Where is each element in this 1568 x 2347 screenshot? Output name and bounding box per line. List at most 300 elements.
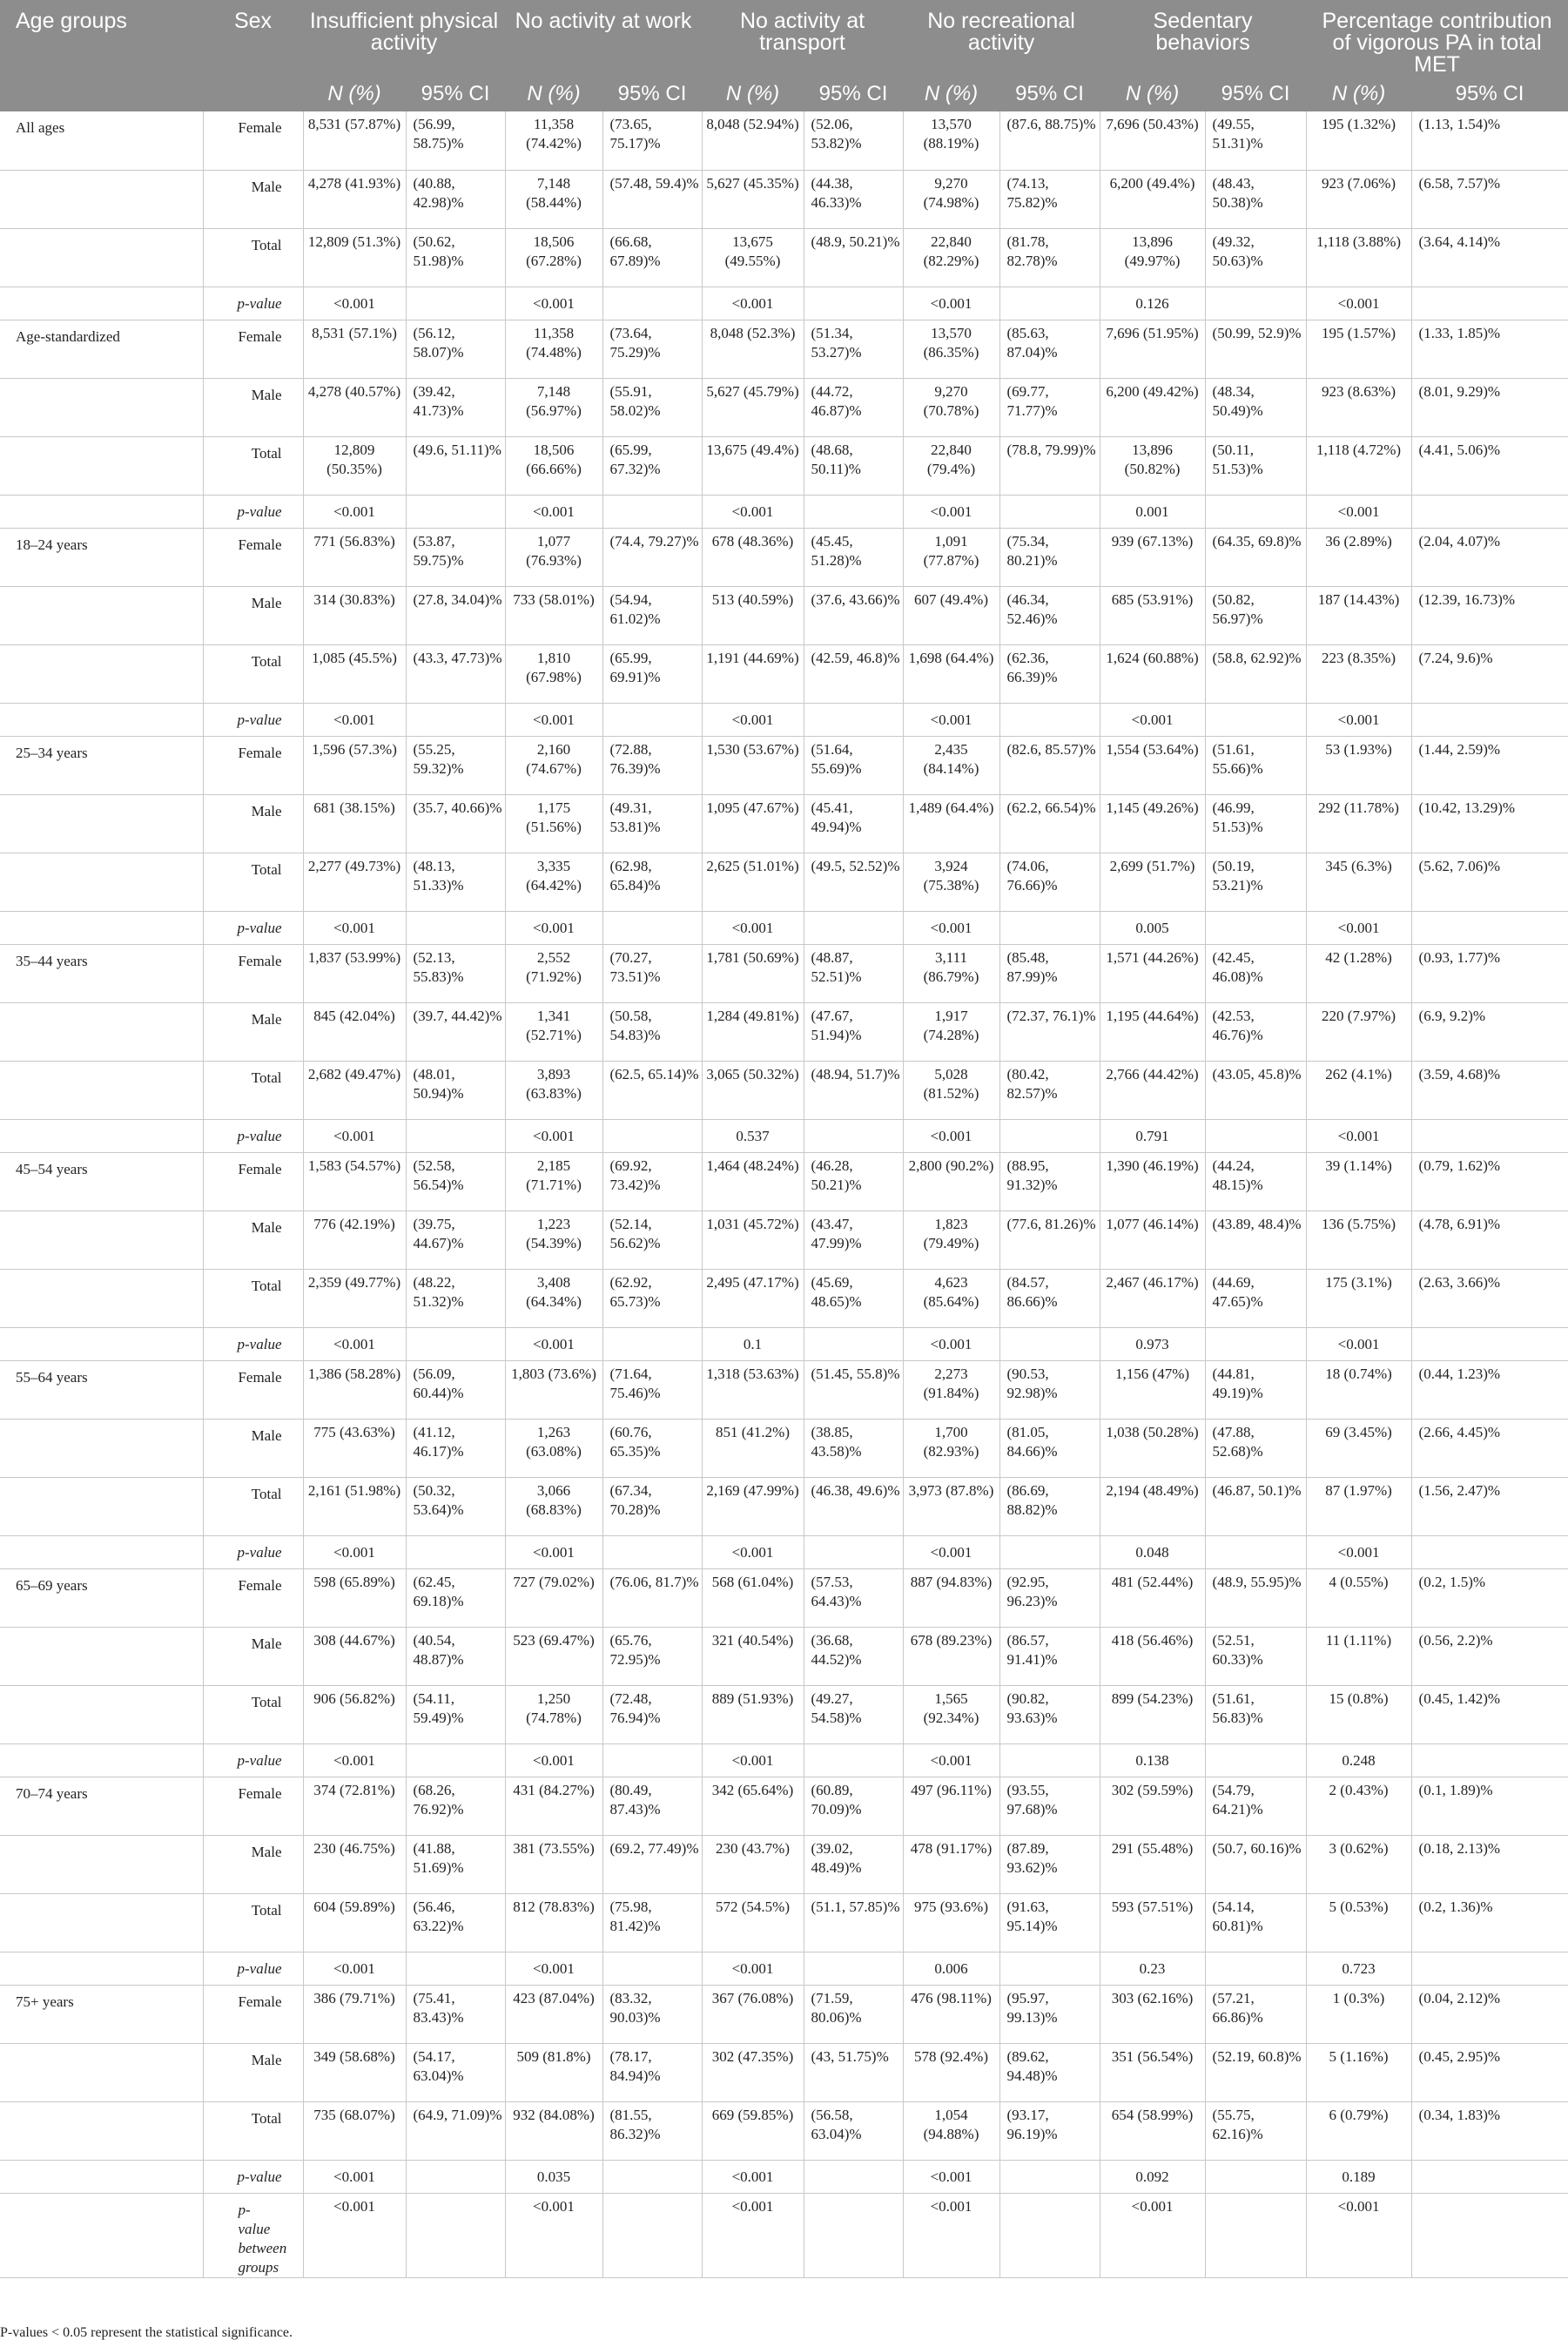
ci-cell: (1.56, 2.47)% (1411, 1477, 1568, 1535)
n-percent-cell: <0.001 (1100, 703, 1205, 736)
ci-cell: (48.94, 51.7)% (804, 1061, 903, 1119)
ci-cell (804, 2193, 903, 2277)
ci-cell (999, 287, 1100, 320)
sex-cell: Female (203, 1152, 303, 1211)
ci-cell: (48.13, 51.33)% (406, 853, 505, 911)
n-percent-cell: <0.001 (702, 495, 804, 528)
sex-cell: Total (203, 1893, 303, 1952)
n-percent-cell: 4,278 (41.93%) (303, 170, 406, 228)
n-percent-cell: 523 (69.47%) (505, 1627, 602, 1685)
ci-cell: (4.41, 5.06)% (1411, 436, 1568, 495)
ci-cell (602, 1743, 702, 1777)
ci-cell: (49.6, 51.11)% (406, 436, 505, 495)
sex-cell: p-value (203, 1952, 303, 1985)
n-percent-cell: 2,161 (51.98%) (303, 1477, 406, 1535)
n-percent-cell: 349 (58.68%) (303, 2043, 406, 2101)
n-percent-cell: 262 (4.1%) (1306, 1061, 1411, 1119)
ci-cell: (56.99, 58.75)% (406, 111, 505, 170)
n-percent-cell: 1,917 (74.28%) (903, 1002, 999, 1061)
ci-cell: (0.18, 2.13)% (1411, 1835, 1568, 1893)
ci-cell: (80.42, 82.57)% (999, 1061, 1100, 1119)
ci-cell: (52.13, 55.83)% (406, 944, 505, 1002)
ci-cell (406, 2193, 505, 2277)
ci-cell: (2.66, 4.45)% (1411, 1419, 1568, 1477)
n-percent-cell: <0.001 (303, 1743, 406, 1777)
n-percent-cell: <0.001 (702, 1535, 804, 1568)
subheader-ci: 95% CI (1411, 77, 1568, 111)
ci-cell: (72.88, 76.39)% (602, 736, 702, 794)
ci-cell: (0.44, 1.23)% (1411, 1360, 1568, 1419)
n-percent-cell: 851 (41.2%) (702, 1419, 804, 1477)
n-percent-cell: 3,408 (64.34%) (505, 1269, 602, 1327)
n-percent-cell: 1,156 (47%) (1100, 1360, 1205, 1419)
ci-cell: (48.43, 50.38)% (1205, 170, 1306, 228)
ci-cell: (1.44, 2.59)% (1411, 736, 1568, 794)
n-percent-cell: 654 (58.99%) (1100, 2101, 1205, 2160)
ci-cell: (87.89, 93.62)% (999, 1835, 1100, 1893)
age-group-cell: 55–64 years (0, 1360, 203, 1419)
n-percent-cell: 2 (0.43%) (1306, 1777, 1411, 1835)
ci-cell (999, 1119, 1100, 1152)
n-percent-cell: 578 (92.4%) (903, 2043, 999, 2101)
n-percent-cell: 3,066 (68.83%) (505, 1477, 602, 1535)
ci-cell: (46.28, 50.21)% (804, 1152, 903, 1211)
ci-cell (602, 287, 702, 320)
ci-cell: (69.77, 71.77)% (999, 378, 1100, 436)
sex-cell: Male (203, 1835, 303, 1893)
sex-cell: p-value (203, 287, 303, 320)
ci-cell: (88.95, 91.32)% (999, 1152, 1100, 1211)
n-percent-cell: 497 (96.11%) (903, 1777, 999, 1835)
n-percent-cell: 923 (8.63%) (1306, 378, 1411, 436)
sex-cell: Total (203, 853, 303, 911)
n-percent-cell: <0.001 (505, 495, 602, 528)
n-percent-cell: 9,270 (70.78%) (903, 378, 999, 436)
n-percent-cell: 593 (57.51%) (1100, 1893, 1205, 1952)
table-row (0, 528, 1568, 586)
ci-cell: (85.48, 87.99)% (999, 944, 1100, 1002)
ci-cell: (78.8, 79.99)% (999, 436, 1100, 495)
ci-cell: (87.6, 88.75)% (999, 111, 1100, 170)
ci-cell (1411, 495, 1568, 528)
n-percent-cell: 1,175 (51.56%) (505, 794, 602, 853)
ci-cell: (90.53, 92.98)% (999, 1360, 1100, 1419)
ci-cell: (48.9, 55.95)% (1205, 1568, 1306, 1627)
ci-cell (999, 703, 1100, 736)
n-percent-cell: 13,896 (49.97%) (1100, 228, 1205, 287)
n-percent-cell: 292 (11.78%) (1306, 794, 1411, 853)
table-row (0, 170, 1568, 228)
n-percent-cell: 230 (46.75%) (303, 1835, 406, 1893)
n-percent-cell: 2,682 (49.47%) (303, 1061, 406, 1119)
ci-cell (999, 495, 1100, 528)
sex-cell: p-value (203, 1119, 303, 1152)
n-percent-cell: 1,489 (64.4%) (903, 794, 999, 853)
ci-cell: (62.92, 65.73)% (602, 1269, 702, 1327)
age-group-cell: 35–44 years (0, 944, 203, 1002)
header-no-recreational: No recreational activity (903, 0, 1100, 77)
n-percent-cell: 0.092 (1100, 2160, 1205, 2193)
n-percent-cell: 7,696 (50.43%) (1100, 111, 1205, 170)
ci-cell (999, 911, 1100, 944)
n-percent-cell: 3,973 (87.8%) (903, 1477, 999, 1535)
ci-cell (804, 1119, 903, 1152)
sex-cell: Female (203, 320, 303, 378)
n-percent-cell: 136 (5.75%) (1306, 1211, 1411, 1269)
ci-cell: (49.27, 54.58)% (804, 1685, 903, 1743)
age-group-cell (0, 794, 203, 853)
n-percent-cell: 1,054 (94.88%) (903, 2101, 999, 2160)
ci-cell: (72.48, 76.94)% (602, 1685, 702, 1743)
ci-cell (999, 1743, 1100, 1777)
table-row (0, 320, 1568, 378)
ci-cell: (86.69, 88.82)% (999, 1477, 1100, 1535)
sex-cell: p-value (203, 495, 303, 528)
n-percent-cell: <0.001 (903, 703, 999, 736)
n-percent-cell: <0.001 (303, 2160, 406, 2193)
n-percent-cell: 13,675 (49.55%) (702, 228, 804, 287)
ci-cell: (54.94, 61.02)% (602, 586, 702, 644)
n-percent-cell: 478 (91.17%) (903, 1835, 999, 1893)
sex-cell: p-value (203, 703, 303, 736)
ci-cell (602, 495, 702, 528)
ci-cell: (54.11, 59.49)% (406, 1685, 505, 1743)
ci-cell: (48.34, 50.49)% (1205, 378, 1306, 436)
table-row (0, 1685, 1568, 1743)
n-percent-cell: 11,358 (74.42%) (505, 111, 602, 170)
sex-cell: Female (203, 1360, 303, 1419)
ci-cell: (69.92, 73.42)% (602, 1152, 702, 1211)
ci-cell: (0.34, 1.83)% (1411, 2101, 1568, 2160)
ci-cell: (0.2, 1.5)% (1411, 1568, 1568, 1627)
n-percent-cell: 1,263 (63.08%) (505, 1419, 602, 1477)
ci-cell (1205, 287, 1306, 320)
ci-cell: (45.69, 48.65)% (804, 1269, 903, 1327)
table-row (0, 1211, 1568, 1269)
pvalue-row (0, 287, 1568, 320)
sex-cell: p-value between groups (203, 2193, 303, 2277)
n-percent-cell: <0.001 (1306, 1327, 1411, 1360)
ci-cell: (52.14, 56.62)% (602, 1211, 702, 1269)
n-percent-cell: 11,358 (74.48%) (505, 320, 602, 378)
n-percent-cell: 771 (56.83%) (303, 528, 406, 586)
n-percent-cell: 775 (43.63%) (303, 1419, 406, 1477)
n-percent-cell: 69 (3.45%) (1306, 1419, 1411, 1477)
n-percent-cell: 1,341 (52.71%) (505, 1002, 602, 1061)
table-row (0, 1061, 1568, 1119)
ci-cell: (82.6, 85.57)% (999, 736, 1100, 794)
age-group-cell (0, 1477, 203, 1535)
n-percent-cell: <0.001 (702, 2160, 804, 2193)
sex-cell: Total (203, 644, 303, 703)
ci-cell (1411, 703, 1568, 736)
pvalue-row (0, 703, 1568, 736)
n-percent-cell: 1,837 (53.99%) (303, 944, 406, 1002)
ci-cell: (95.97, 99.13)% (999, 1985, 1100, 2043)
table-row (0, 1152, 1568, 1211)
ci-cell: (83.32, 90.03)% (602, 1985, 702, 2043)
n-percent-cell: 9,270 (74.98%) (903, 170, 999, 228)
ci-cell (999, 1535, 1100, 1568)
n-percent-cell: 735 (68.07%) (303, 2101, 406, 2160)
ci-cell (1411, 1119, 1568, 1152)
age-group-cell (0, 1327, 203, 1360)
ci-cell: (46.99, 51.53)% (1205, 794, 1306, 853)
n-percent-cell: 1,803 (73.6%) (505, 1360, 602, 1419)
header-no-activity-transport: No activity at transport (702, 0, 903, 77)
n-percent-cell: 6,200 (49.42%) (1100, 378, 1205, 436)
n-percent-cell: 932 (84.08%) (505, 2101, 602, 2160)
ci-cell (1205, 1743, 1306, 1777)
n-percent-cell: 4,278 (40.57%) (303, 378, 406, 436)
ci-cell (804, 1535, 903, 1568)
ci-cell (602, 2193, 702, 2277)
ci-cell (999, 1327, 1100, 1360)
n-percent-cell: <0.001 (903, 1327, 999, 1360)
table-row (0, 228, 1568, 287)
pvalue-row (0, 1535, 1568, 1568)
n-percent-cell: 5,627 (45.79%) (702, 378, 804, 436)
n-percent-cell: <0.001 (1100, 2193, 1205, 2277)
ci-cell (999, 1952, 1100, 1985)
age-group-cell (0, 1269, 203, 1327)
subheader-ci: 95% CI (804, 77, 903, 111)
ci-cell: (57.53, 64.43)% (804, 1568, 903, 1627)
n-percent-cell: <0.001 (303, 911, 406, 944)
ci-cell: (70.27, 73.51)% (602, 944, 702, 1002)
n-percent-cell: <0.001 (505, 911, 602, 944)
n-percent-cell: 1,624 (60.88%) (1100, 644, 1205, 703)
n-percent-cell: <0.001 (505, 1535, 602, 1568)
n-percent-cell: 2,185 (71.71%) (505, 1152, 602, 1211)
ci-cell: (0.93, 1.77)% (1411, 944, 1568, 1002)
ci-cell: (3.59, 4.68)% (1411, 1061, 1568, 1119)
n-percent-cell: 669 (59.85%) (702, 2101, 804, 2160)
n-percent-cell: 1,698 (64.4%) (903, 644, 999, 703)
n-percent-cell: 481 (52.44%) (1100, 1568, 1205, 1627)
n-percent-cell: 975 (93.6%) (903, 1893, 999, 1952)
ci-cell (804, 1952, 903, 1985)
n-percent-cell: 0.138 (1100, 1743, 1205, 1777)
sex-cell: Total (203, 1061, 303, 1119)
n-percent-cell: 386 (79.71%) (303, 1985, 406, 2043)
n-percent-cell: 2,194 (48.49%) (1100, 1477, 1205, 1535)
n-percent-cell: 2,160 (74.67%) (505, 736, 602, 794)
n-percent-cell: 1,038 (50.28%) (1100, 1419, 1205, 1477)
age-group-cell (0, 1535, 203, 1568)
ci-cell: (44.69, 47.65)% (1205, 1269, 1306, 1327)
n-percent-cell: <0.001 (1306, 2193, 1411, 2277)
age-group-cell (0, 2043, 203, 2101)
age-group-cell (0, 911, 203, 944)
age-group-cell (0, 228, 203, 287)
ci-cell: (80.49, 87.43)% (602, 1777, 702, 1835)
sex-cell: p-value (203, 1535, 303, 1568)
n-percent-cell: <0.001 (505, 703, 602, 736)
subheader-ci: 95% CI (602, 77, 702, 111)
ci-cell: (5.62, 7.06)% (1411, 853, 1568, 911)
ci-cell: (54.79, 64.21)% (1205, 1777, 1306, 1835)
n-percent-cell: 6,200 (49.4%) (1100, 170, 1205, 228)
ci-cell: (39.75, 44.67)% (406, 1211, 505, 1269)
table-row (0, 1477, 1568, 1535)
n-percent-cell: 1,091 (77.87%) (903, 528, 999, 586)
n-percent-cell: 2,552 (71.92%) (505, 944, 602, 1002)
n-percent-cell: <0.001 (303, 495, 406, 528)
n-percent-cell: 87 (1.97%) (1306, 1477, 1411, 1535)
table-row (0, 1627, 1568, 1685)
age-group-cell: 45–54 years (0, 1152, 203, 1211)
n-percent-cell: <0.001 (505, 1327, 602, 1360)
age-group-cell: 70–74 years (0, 1777, 203, 1835)
n-percent-cell: 3 (0.62%) (1306, 1835, 1411, 1893)
ci-cell (406, 1535, 505, 1568)
ci-cell (999, 2193, 1100, 2277)
ci-cell: (50.11, 51.53)% (1205, 436, 1306, 495)
n-percent-cell: 0.791 (1100, 1119, 1205, 1152)
ci-cell: (62.5, 65.14)% (602, 1061, 702, 1119)
ci-cell: (75.98, 81.42)% (602, 1893, 702, 1952)
ci-cell: (85.63, 87.04)% (999, 320, 1100, 378)
ci-cell (602, 1327, 702, 1360)
n-percent-cell: 418 (56.46%) (1100, 1627, 1205, 1685)
ci-cell (1205, 1952, 1306, 1985)
n-percent-cell: 678 (89.23%) (903, 1627, 999, 1685)
n-percent-cell: 3,924 (75.38%) (903, 853, 999, 911)
header-insufficient-pa: Insufficient physical activity (303, 0, 505, 77)
n-percent-cell: 2,467 (46.17%) (1100, 1269, 1205, 1327)
ci-cell: (69.2, 77.49)% (602, 1835, 702, 1893)
pvalue-row (0, 1743, 1568, 1777)
n-percent-cell: 195 (1.57%) (1306, 320, 1411, 378)
ci-cell: (50.58, 54.83)% (602, 1002, 702, 1061)
sex-cell: Female (203, 944, 303, 1002)
n-percent-cell: 5,627 (45.35%) (702, 170, 804, 228)
ci-cell: (78.17, 84.94)% (602, 2043, 702, 2101)
ci-cell: (39.42, 41.73)% (406, 378, 505, 436)
n-percent-cell: 13,896 (50.82%) (1100, 436, 1205, 495)
n-percent-cell: 291 (55.48%) (1100, 1835, 1205, 1893)
ci-cell: (35.7, 40.66)% (406, 794, 505, 853)
pvalue-row (0, 1327, 1568, 1360)
table-row (0, 378, 1568, 436)
n-percent-cell: 2,169 (47.99%) (702, 1477, 804, 1535)
ci-cell: (56.58, 63.04)% (804, 2101, 903, 2160)
n-percent-cell: 4 (0.55%) (1306, 1568, 1411, 1627)
age-group-cell (0, 378, 203, 436)
table-header (0, 0, 1568, 111)
n-percent-cell: 18,506 (67.28%) (505, 228, 602, 287)
ci-cell: (55.91, 58.02)% (602, 378, 702, 436)
ci-cell: (65.76, 72.95)% (602, 1627, 702, 1685)
table-row (0, 1777, 1568, 1835)
ci-cell: (42.59, 46.8)% (804, 644, 903, 703)
ci-cell (804, 911, 903, 944)
n-percent-cell: 0.1 (702, 1327, 804, 1360)
ci-cell: (91.63, 95.14)% (999, 1893, 1100, 1952)
sex-cell: Female (203, 736, 303, 794)
sex-cell: Male (203, 1419, 303, 1477)
ci-cell: (50.32, 53.64)% (406, 1477, 505, 1535)
n-percent-cell: 15 (0.8%) (1306, 1685, 1411, 1743)
ci-cell: (45.45, 51.28)% (804, 528, 903, 586)
ci-cell (602, 911, 702, 944)
ci-cell: (84.57, 86.66)% (999, 1269, 1100, 1327)
ci-cell: (56.12, 58.07)% (406, 320, 505, 378)
ci-cell: (73.64, 75.29)% (602, 320, 702, 378)
age-group-cell (0, 1835, 203, 1893)
n-percent-cell: 308 (44.67%) (303, 1627, 406, 1685)
sex-cell: Total (203, 436, 303, 495)
n-percent-cell: 0.23 (1100, 1952, 1205, 1985)
n-percent-cell: 1 (0.3%) (1306, 1985, 1411, 2043)
ci-cell (406, 495, 505, 528)
ci-cell (1411, 1327, 1568, 1360)
n-percent-cell: <0.001 (505, 287, 602, 320)
ci-cell: (71.59, 80.06)% (804, 1985, 903, 2043)
ci-cell: (57.21, 66.86)% (1205, 1985, 1306, 2043)
n-percent-cell: <0.001 (903, 495, 999, 528)
ci-cell: (0.79, 1.62)% (1411, 1152, 1568, 1211)
header-age-groups: Age groups (0, 0, 203, 111)
sex-cell: Total (203, 2101, 303, 2160)
n-percent-cell: <0.001 (505, 1952, 602, 1985)
ci-cell: (44.38, 46.33)% (804, 170, 903, 228)
n-percent-cell: 3,335 (64.42%) (505, 853, 602, 911)
n-percent-cell: <0.001 (903, 287, 999, 320)
ci-cell: (48.87, 52.51)% (804, 944, 903, 1002)
header-no-activity-work: No activity at work (505, 0, 702, 77)
n-percent-cell: 11 (1.11%) (1306, 1627, 1411, 1685)
age-group-cell (0, 703, 203, 736)
ci-cell (602, 2160, 702, 2193)
ci-cell: (41.12, 46.17)% (406, 1419, 505, 1477)
ci-cell: (93.55, 97.68)% (999, 1777, 1100, 1835)
n-percent-cell: 1,823 (79.49%) (903, 1211, 999, 1269)
ci-cell (1411, 287, 1568, 320)
header-sedentary: Sedentary behaviors (1100, 0, 1306, 77)
table-row (0, 436, 1568, 495)
ci-cell: (48.9, 50.21)% (804, 228, 903, 287)
ci-cell (1205, 911, 1306, 944)
ci-cell (1411, 1952, 1568, 1985)
n-percent-cell: 13,570 (86.35%) (903, 320, 999, 378)
n-percent-cell: 513 (40.59%) (702, 586, 804, 644)
ci-cell: (51.61, 55.66)% (1205, 736, 1306, 794)
sex-cell: Male (203, 794, 303, 853)
footnote: P-values < 0.05 represent the statistical significance. (0, 2325, 293, 2340)
sex-cell: p-value (203, 1743, 303, 1777)
ci-cell: (6.9, 9.2)% (1411, 1002, 1568, 1061)
n-percent-cell: 1,386 (58.28%) (303, 1360, 406, 1419)
n-percent-cell: 2,699 (51.7%) (1100, 853, 1205, 911)
n-percent-cell: 0.001 (1100, 495, 1205, 528)
n-percent-cell: 845 (42.04%) (303, 1002, 406, 1061)
age-group-cell: Age-standardized (0, 320, 203, 378)
ci-cell: (50.19, 53.21)% (1205, 853, 1306, 911)
n-percent-cell: <0.001 (702, 1743, 804, 1777)
ci-cell (804, 2160, 903, 2193)
sex-cell: Female (203, 1985, 303, 2043)
n-percent-cell: 1,554 (53.64%) (1100, 736, 1205, 794)
ci-cell: (0.56, 2.2)% (1411, 1627, 1568, 1685)
sex-cell: Total (203, 1269, 303, 1327)
n-percent-cell: <0.001 (303, 1952, 406, 1985)
subheader-n: N (%) (303, 77, 406, 111)
ci-cell: (62.2, 66.54)% (999, 794, 1100, 853)
ci-cell: (92.95, 96.23)% (999, 1568, 1100, 1627)
n-percent-cell: 1,781 (50.69%) (702, 944, 804, 1002)
